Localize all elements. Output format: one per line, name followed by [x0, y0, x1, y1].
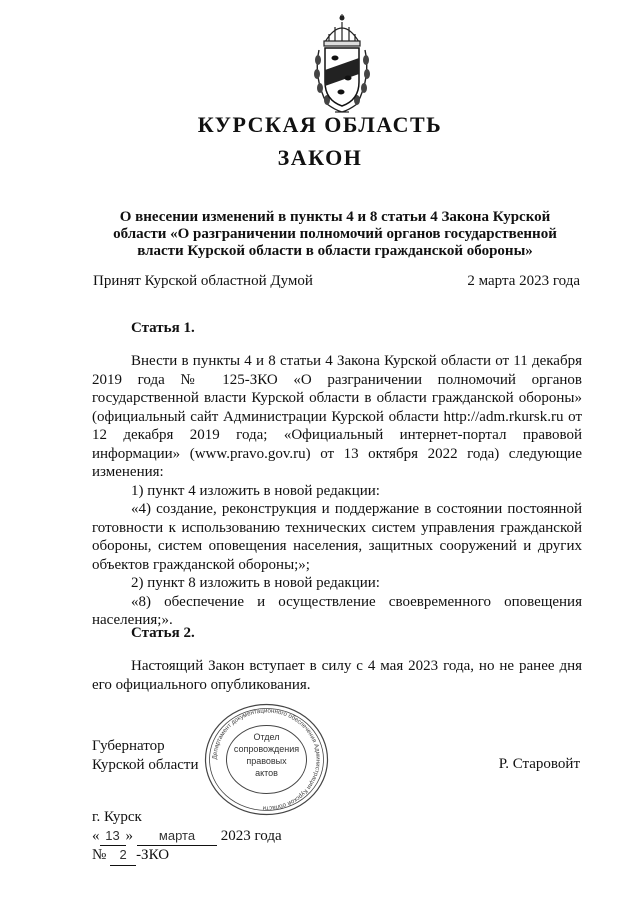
document-footer	[92, 808, 282, 866]
law-number: 2	[110, 846, 136, 866]
law-subject-line: области «О разграничении полномочий органов государственной	[113, 226, 557, 242]
article-2-body	[92, 657, 582, 694]
signatory-title	[92, 737, 198, 774]
adopted-by: Принят Курской областной Думой	[93, 273, 313, 289]
date-day: 13	[100, 827, 126, 847]
date-year: 2023 года	[220, 827, 282, 844]
number-line	[92, 846, 282, 866]
date-open-quote: «	[92, 827, 100, 844]
stamp-line: правовых	[246, 756, 287, 766]
article-1-item-1-text: «4) создание, реконструкция и поддержание в состоянии постоянной готовности к использованию технических систем управления гражданской обороны, систем оповещения населения, защитных сооружений и других объектов гражданской обороны;»;	[92, 501, 582, 573]
stamp-line: сопровождения	[233, 744, 300, 754]
number-sign: №	[92, 847, 107, 863]
article-2-heading: Статья 2.	[131, 625, 195, 641]
signatory-name: Р. Старовойт	[498, 756, 580, 772]
article-2-text: Настоящий Закон вступает в силу с 4 мая 2023 года, но не ранее дня его официального опубликования.	[92, 658, 582, 693]
article-1-item-2-text: «8) обеспечение и осуществление своевременного оповещения населения;».	[92, 593, 582, 628]
stamp-line: Отдел	[253, 732, 280, 742]
stamp-ring-text: Департамент документационного обеспечения Администрации Курской области	[211, 707, 322, 812]
official-stamp	[203, 703, 330, 816]
article-1-body	[92, 352, 582, 630]
number-suffix: -ЗКО	[136, 847, 170, 863]
article-1-item-1: 1) пункт 4 изложить в новой редакции:	[131, 482, 380, 499]
law-subject-line: власти Курской области в области гражданской обороны»	[137, 243, 533, 259]
region-title: КУРСКАЯ ОБЛАСТЬ	[197, 112, 443, 137]
city-line: г. Курск	[92, 809, 142, 825]
adoption-date: 2 марта 2023 года	[467, 273, 580, 289]
article-1-heading: Статья 1.	[131, 320, 195, 336]
date-line	[92, 827, 282, 847]
signatory-title-line: Курской области	[92, 756, 199, 773]
signatory-title-line: Губернатор	[92, 738, 165, 754]
article-1-item-2: 2) пункт 8 изложить в новой редакции:	[131, 575, 380, 591]
article-1-intro: Внести в пункты 4 и 8 статьи 4 Закона Курской области от 11 декабря 2019 года № 125-ЗКО «О разграничении полномочий органов государственной власти Курской области в области гражданской обороны» (официальный сайт Администрации Курской области http://adm.rkursk.ru от 12 декабря 2019 года; «Официальный интернет-портал правовой информации» (www.pravo.gov.ru) от 13 октября 2022 года) следующие изменения:	[92, 353, 582, 480]
date-month: марта	[137, 827, 217, 847]
law-subject-line: О внесении изменений в пункты 4 и 8 статьи 4 Закона Курской	[119, 209, 551, 225]
stamp-line: актов	[255, 768, 278, 778]
date-close-quote: »	[125, 827, 133, 844]
document-type-title: ЗАКОН	[277, 145, 363, 170]
coat-of-arms-emblem	[311, 12, 373, 116]
law-subject	[95, 209, 575, 260]
